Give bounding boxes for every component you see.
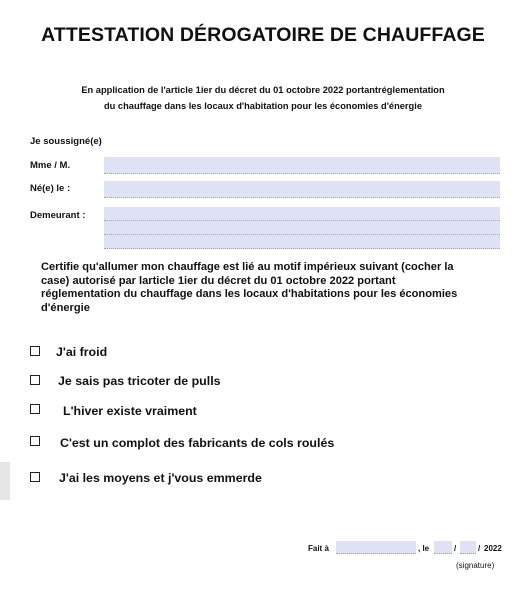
certify-line-4: d'énergie xyxy=(41,301,90,314)
option-complot-checkbox[interactable] xyxy=(30,436,40,446)
day-field[interactable] xyxy=(434,541,452,554)
address-field-line-1[interactable] xyxy=(104,207,500,221)
option-froid-label: J'ai froid xyxy=(56,345,108,359)
certify-line-1: Certifie qu'allumer mon chauffage est lié au motif impérieux suivant (cocher la xyxy=(41,261,454,273)
name-field[interactable] xyxy=(104,157,500,174)
date-separator-1: / xyxy=(454,544,457,553)
name-label: Mme / M. xyxy=(30,160,71,171)
certify-line-2: case) autorisé par larticle 1ier du décret du 01 octobre 2022 portant xyxy=(41,274,396,287)
date-separator-2: / xyxy=(478,544,481,553)
left-edge-strip xyxy=(0,462,10,500)
soussigne-label: Je soussigné(e) xyxy=(30,136,102,147)
birth-date-field[interactable] xyxy=(104,181,500,198)
address-field-line-2[interactable] xyxy=(104,221,500,235)
address-label: Demeurant : xyxy=(30,210,86,221)
intro-paragraph xyxy=(0,82,526,114)
certify-paragraph xyxy=(41,261,501,315)
option-complot-label: C'est un complot des fabricants de cols roulés xyxy=(60,436,335,450)
address-field-line-3[interactable] xyxy=(104,235,500,249)
option-pulls-label: Je sais pas tricoter de pulls xyxy=(58,374,221,388)
le-label: , le xyxy=(418,544,430,553)
document-title: ATTESTATION DÉROGATOIRE DE CHAUFFAGE xyxy=(41,24,485,46)
option-moyens-checkbox[interactable] xyxy=(30,472,40,482)
month-field[interactable] xyxy=(460,541,476,554)
option-moyens-label: J'ai les moyens et j'vous emmerde xyxy=(59,471,262,485)
intro-line-2: du chauffage dans les locaux d'habitation pour les économies d'énergie xyxy=(103,101,422,111)
birth-label: Né(e) le : xyxy=(30,183,71,194)
fait-label: Fait à xyxy=(308,544,329,553)
option-hiver-label: L'hiver existe vraiment xyxy=(63,404,197,418)
intro-line-1: En application de l'article 1ier du décret du 01 octobre 2022 portantréglementation xyxy=(81,85,445,95)
option-froid-checkbox[interactable] xyxy=(30,346,40,356)
certify-line-3: réglementation du chauffage dans les locaux d'habitations pour les économies xyxy=(41,288,458,300)
place-field[interactable] xyxy=(336,541,416,554)
year-text: 2022 xyxy=(484,544,502,553)
option-hiver-checkbox[interactable] xyxy=(30,404,40,414)
signature-label: (signature) xyxy=(456,561,495,570)
option-pulls-checkbox[interactable] xyxy=(30,375,40,385)
